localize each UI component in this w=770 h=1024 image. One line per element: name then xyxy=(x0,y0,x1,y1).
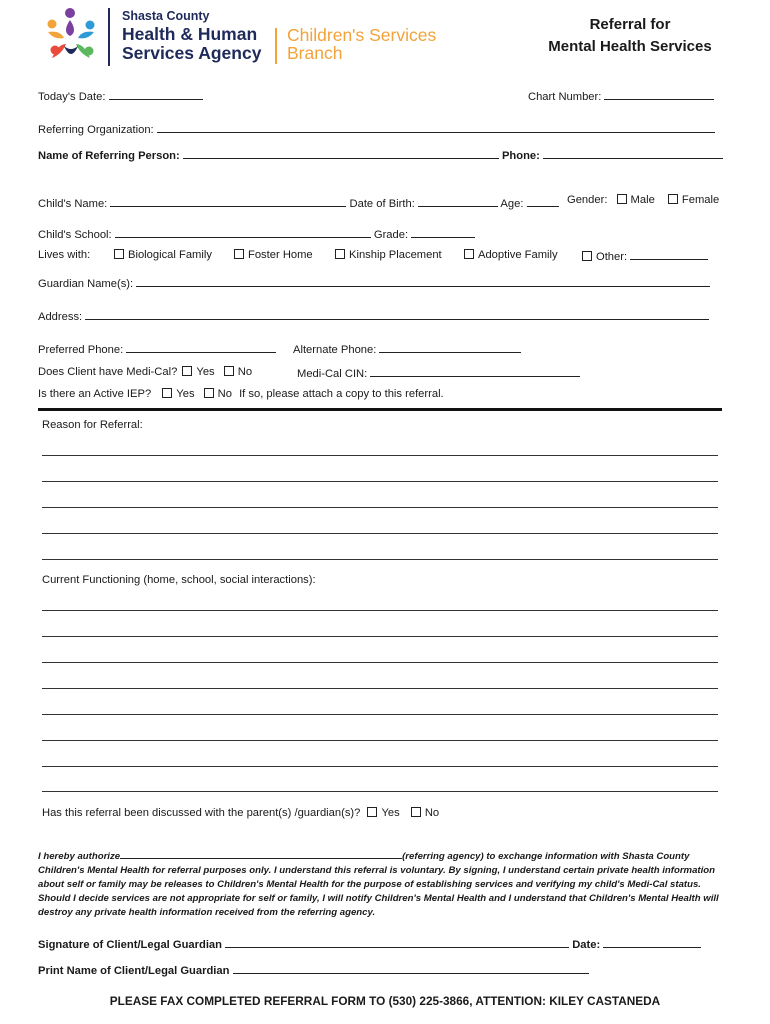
other-label: Other: xyxy=(596,251,628,263)
school-label: Child's School: xyxy=(38,229,112,241)
logo-agency-line1: Health & Human xyxy=(122,24,258,44)
title-line1: Referral for xyxy=(589,16,671,33)
iep-yes-checkbox[interactable] xyxy=(162,388,172,398)
reason-line-1[interactable] xyxy=(42,455,718,456)
address-blank[interactable] xyxy=(85,308,709,320)
iep-no-checkbox[interactable] xyxy=(204,388,214,398)
logo-branch-line1: Children's Services xyxy=(287,25,437,45)
referring-org-blank[interactable] xyxy=(157,121,715,133)
logo-county: Shasta County xyxy=(122,9,210,23)
male-checkbox[interactable] xyxy=(617,194,627,204)
medi-cal-question xyxy=(38,365,252,379)
adoptive-option[interactable] xyxy=(464,248,558,262)
print-name-field[interactable] xyxy=(38,962,589,978)
signature-label: Signature of Client/Legal Guardian xyxy=(38,939,222,951)
reason-heading: Reason for Referral: xyxy=(42,419,143,431)
preferred-phone-blank[interactable] xyxy=(126,341,276,353)
referring-person-field[interactable] xyxy=(38,147,723,163)
kinship-checkbox[interactable] xyxy=(335,249,345,259)
discussed-yes-checkbox[interactable] xyxy=(367,807,377,817)
referring-person-label: Name of Referring Person: xyxy=(38,150,180,162)
foster-home-option[interactable] xyxy=(234,248,313,262)
functioning-line-3[interactable] xyxy=(42,662,718,663)
functioning-heading: Current Functioning (home, school, social interactions): xyxy=(42,574,316,586)
medi-cal-no-label: No xyxy=(237,366,253,378)
referring-org-field[interactable] xyxy=(38,121,715,137)
adoptive-checkbox[interactable] xyxy=(464,249,474,259)
referring-org-label: Referring Organization: xyxy=(38,124,154,136)
female-checkbox[interactable] xyxy=(668,194,678,204)
foster-home-checkbox[interactable] xyxy=(234,249,244,259)
lives-with-label: Lives with: xyxy=(38,249,91,261)
medi-cal-yes-checkbox[interactable] xyxy=(182,366,192,376)
logo-divider xyxy=(108,8,110,66)
discussed-no-checkbox[interactable] xyxy=(411,807,421,817)
title-line2: Mental Health Services xyxy=(548,38,712,55)
childs-name-blank[interactable] xyxy=(110,195,346,207)
gender-label: Gender: xyxy=(567,194,608,206)
agency-logo-mark xyxy=(40,6,102,64)
signature-blank[interactable] xyxy=(225,936,569,948)
date-blank[interactable] xyxy=(603,936,701,948)
functioning-line-7[interactable] xyxy=(42,766,718,767)
discussed-no-label: No xyxy=(424,807,440,819)
preferred-phone-label: Preferred Phone: xyxy=(38,344,124,356)
preferred-phone-field[interactable] xyxy=(38,341,276,357)
logo-divider-2 xyxy=(275,28,277,64)
school-blank[interactable] xyxy=(115,226,371,238)
print-name-blank[interactable] xyxy=(233,962,589,974)
authorized-agency-blank[interactable] xyxy=(120,848,402,859)
todays-date-field[interactable] xyxy=(38,88,203,104)
school-field[interactable] xyxy=(38,226,475,242)
adoptive-label: Adoptive Family xyxy=(478,249,558,261)
todays-date-blank[interactable] xyxy=(109,88,203,100)
medi-cal-cin-field[interactable] xyxy=(297,365,580,381)
reason-line-5[interactable] xyxy=(42,559,718,560)
guardian-label: Guardian Name(s): xyxy=(38,278,134,290)
functioning-line-4[interactable] xyxy=(42,688,718,689)
functioning-line-1[interactable] xyxy=(42,610,718,611)
iep-label: Is there an Active IEP? xyxy=(38,388,152,400)
logo-agency-line2: Services Agency xyxy=(122,43,262,63)
phone-label: Phone: xyxy=(501,150,540,162)
medi-cal-cin-blank[interactable] xyxy=(370,365,580,377)
gender-field xyxy=(567,193,719,207)
age-blank[interactable] xyxy=(527,195,559,207)
fax-instructions: PLEASE FAX COMPLETED REFERRAL FORM TO (530) 225-3866, ATTENTION: KILEY CASTANEDA xyxy=(109,994,661,1008)
foster-home-label: Foster Home xyxy=(248,249,313,261)
medi-cal-no-checkbox[interactable] xyxy=(224,366,234,376)
dob-label: Date of Birth: xyxy=(349,198,415,210)
authorization-text: (referring agency) to exchange information with Shasta County Children's Mental Health for referral purposes only. I understand this referral is voluntary. By signing, I understand certain private health information about self or family may be releases to Children's Mental Health for the purpose of establishing services and verifying my child's Medi-Cal status. Should I decide services are not appropriate for self or family, I will notify Children's Mental Health and I understand that Children's Mental Health will destroy any private health information received from the referring agency. xyxy=(38,851,719,918)
iep-no-label: No xyxy=(217,388,232,400)
chart-number-field[interactable] xyxy=(528,88,714,104)
dob-blank[interactable] xyxy=(418,195,498,207)
discussed-label: Has this referral been discussed with the parent(s) /guardian(s)? xyxy=(42,807,361,819)
alternate-phone-blank[interactable] xyxy=(379,341,521,353)
authorization-paragraph xyxy=(38,848,728,920)
reason-line-2[interactable] xyxy=(42,481,718,482)
bio-family-label: Biological Family xyxy=(128,249,212,261)
date-label: Date: xyxy=(572,939,601,951)
bio-family-option[interactable] xyxy=(114,248,212,262)
form-title xyxy=(520,14,740,58)
grade-blank[interactable] xyxy=(411,226,475,238)
grade-label: Grade: xyxy=(373,229,409,241)
childs-name-label: Child's Name: xyxy=(38,198,108,210)
functioning-line-5[interactable] xyxy=(42,714,718,715)
other-blank[interactable] xyxy=(630,248,708,260)
bio-family-checkbox[interactable] xyxy=(114,249,124,259)
print-name-label: Print Name of Client/Legal Guardian xyxy=(38,965,230,977)
chart-number-blank[interactable] xyxy=(604,88,714,100)
functioning-line-2[interactable] xyxy=(42,636,718,637)
discussed-yes-label: Yes xyxy=(381,807,400,819)
reason-line-3[interactable] xyxy=(42,507,718,508)
referring-person-blank[interactable] xyxy=(183,147,499,159)
discussed-question xyxy=(42,806,439,820)
reason-line-4[interactable] xyxy=(42,533,718,534)
iep-note: If so, please attach a copy to this referral. xyxy=(239,388,444,400)
functioning-line-8[interactable] xyxy=(42,791,718,792)
logo-branch-line2: Branch xyxy=(287,43,343,63)
alternate-phone-field[interactable] xyxy=(293,341,521,357)
alternate-phone-label: Alternate Phone: xyxy=(293,344,377,356)
guardian-field[interactable] xyxy=(38,275,710,291)
childs-name-field[interactable] xyxy=(38,195,559,211)
age-label: Age: xyxy=(500,198,524,210)
section-divider xyxy=(38,408,722,411)
other-option[interactable] xyxy=(582,248,708,264)
iep-question xyxy=(38,387,444,401)
todays-date-label: Today's Date: xyxy=(38,91,106,103)
female-label: Female xyxy=(681,194,720,206)
medi-cal-label: Does Client have Medi-Cal? xyxy=(38,366,178,378)
signature-field[interactable] xyxy=(38,936,701,952)
male-label: Male xyxy=(630,194,655,206)
chart-number-label: Chart Number: xyxy=(528,91,602,103)
address-field[interactable] xyxy=(38,308,709,324)
address-label: Address: xyxy=(38,311,83,323)
iep-yes-label: Yes xyxy=(176,388,195,400)
functioning-line-6[interactable] xyxy=(42,740,718,741)
other-checkbox[interactable] xyxy=(582,251,592,261)
medi-cal-cin-label: Medi-Cal CIN: xyxy=(297,368,368,380)
guardian-blank[interactable] xyxy=(136,275,710,287)
kinship-label: Kinship Placement xyxy=(349,249,442,261)
kinship-option[interactable] xyxy=(335,248,442,262)
phone-blank[interactable] xyxy=(543,147,723,159)
medi-cal-yes-label: Yes xyxy=(196,366,215,378)
authorization-prefix: I hereby authorize xyxy=(38,851,121,862)
